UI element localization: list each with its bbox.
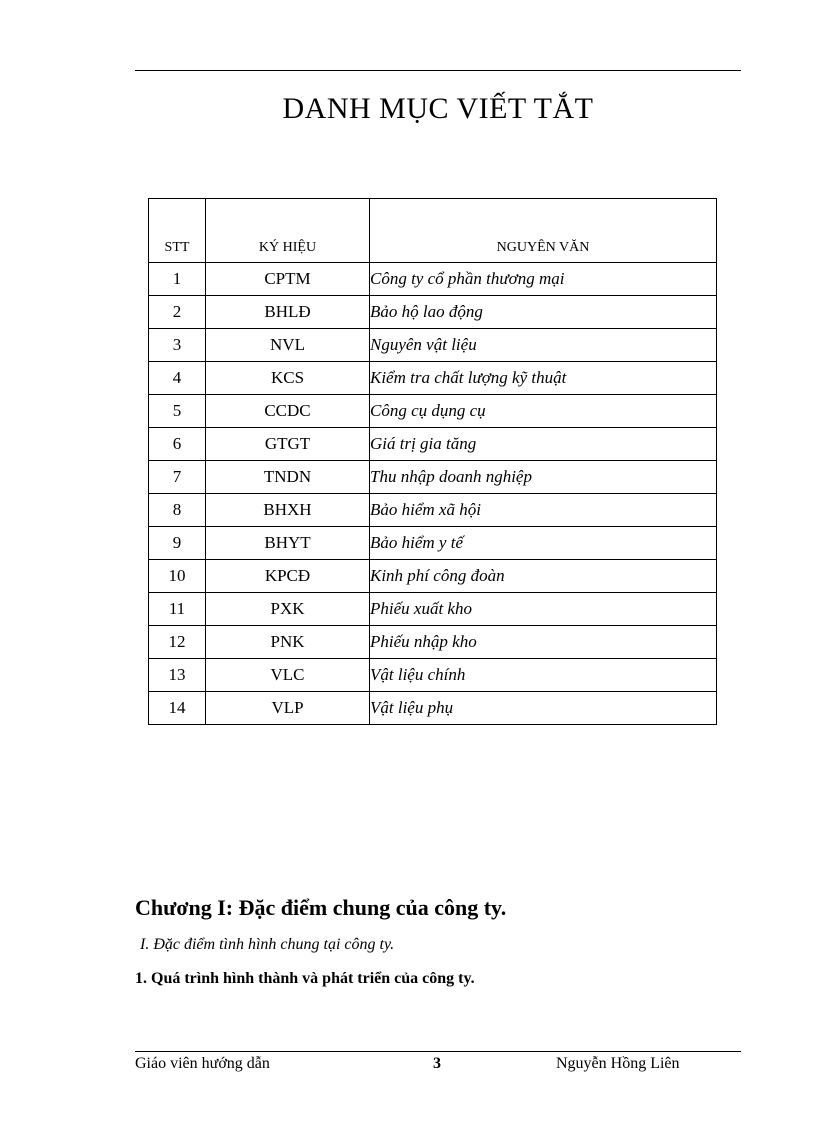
table-header-row (149, 199, 717, 263)
header-symbol: KÝ HIỆU (206, 199, 370, 263)
table-row (149, 428, 717, 461)
row-stt: 4 (149, 362, 206, 395)
table-row (149, 593, 717, 626)
header-full-text: NGUYÊN VĂN (370, 199, 717, 263)
row-symbol: PNK (206, 626, 370, 659)
row-full-text: Phiếu nhập kho (370, 626, 717, 659)
table-row (149, 659, 717, 692)
row-stt: 11 (149, 593, 206, 626)
row-symbol: VLC (206, 659, 370, 692)
table-row (149, 527, 717, 560)
row-symbol: BHYT (206, 527, 370, 560)
row-stt: 9 (149, 527, 206, 560)
header-stt: STT (149, 199, 206, 263)
row-full-text: Bảo hộ lao động (370, 296, 717, 329)
header-rule (135, 70, 741, 71)
table-row (149, 692, 717, 725)
footer-author-name: Nguyễn Hồng Liên (556, 1055, 680, 1072)
row-full-text: Phiếu xuất kho (370, 593, 717, 626)
table-row (149, 560, 717, 593)
row-stt: 1 (149, 263, 206, 296)
table-row (149, 626, 717, 659)
row-symbol: NVL (206, 329, 370, 362)
row-full-text: Kiểm tra chất lượng kỹ thuật (370, 362, 717, 395)
row-symbol: KPCĐ (206, 560, 370, 593)
page-number: 3 (433, 1055, 441, 1072)
row-symbol: TNDN (206, 461, 370, 494)
row-stt: 12 (149, 626, 206, 659)
row-symbol: BHXH (206, 494, 370, 527)
row-full-text: Giá trị gia tăng (370, 428, 717, 461)
table-row (149, 362, 717, 395)
footer-rule (135, 1051, 741, 1052)
row-symbol: GTGT (206, 428, 370, 461)
row-stt: 2 (149, 296, 206, 329)
row-full-text: Kinh phí công đoàn (370, 560, 717, 593)
row-full-text: Nguyên vật liệu (370, 329, 717, 362)
section-heading: I. Đặc điểm tình hình chung tại công ty. (140, 936, 395, 953)
row-full-text: Bảo hiểm y tế (370, 527, 717, 560)
row-symbol: VLP (206, 692, 370, 725)
row-symbol: CPTM (206, 263, 370, 296)
table-row (149, 395, 717, 428)
row-stt: 5 (149, 395, 206, 428)
row-symbol: BHLĐ (206, 296, 370, 329)
row-full-text: Thu nhập doanh nghiệp (370, 461, 717, 494)
table-row (149, 461, 717, 494)
table-row (149, 296, 717, 329)
page-title: DANH MỤC VIẾT TẮT (282, 92, 594, 125)
row-full-text: Công cụ dụng cụ (370, 395, 717, 428)
row-stt: 8 (149, 494, 206, 527)
row-stt: 13 (149, 659, 206, 692)
table-row (149, 263, 717, 296)
row-stt: 6 (149, 428, 206, 461)
row-full-text: Công ty cổ phần thương mại (370, 263, 717, 296)
row-full-text: Bảo hiểm xã hội (370, 494, 717, 527)
footer-instructor-label: Giáo viên hướng dẫn (135, 1055, 270, 1072)
row-stt: 3 (149, 329, 206, 362)
chapter-heading: Chương I: Đặc điểm chung của công ty. (135, 895, 507, 920)
row-full-text: Vật liệu chính (370, 659, 717, 692)
abbreviation-table (148, 198, 717, 725)
row-symbol: CCDC (206, 395, 370, 428)
row-symbol: PXK (206, 593, 370, 626)
row-symbol: KCS (206, 362, 370, 395)
row-full-text: Vật liệu phụ (370, 692, 717, 725)
row-stt: 14 (149, 692, 206, 725)
table-row (149, 329, 717, 362)
table-row (149, 494, 717, 527)
row-stt: 10 (149, 560, 206, 593)
row-stt: 7 (149, 461, 206, 494)
subsection-heading: 1. Quá trình hình thành và phát triển của công ty. (135, 970, 475, 987)
